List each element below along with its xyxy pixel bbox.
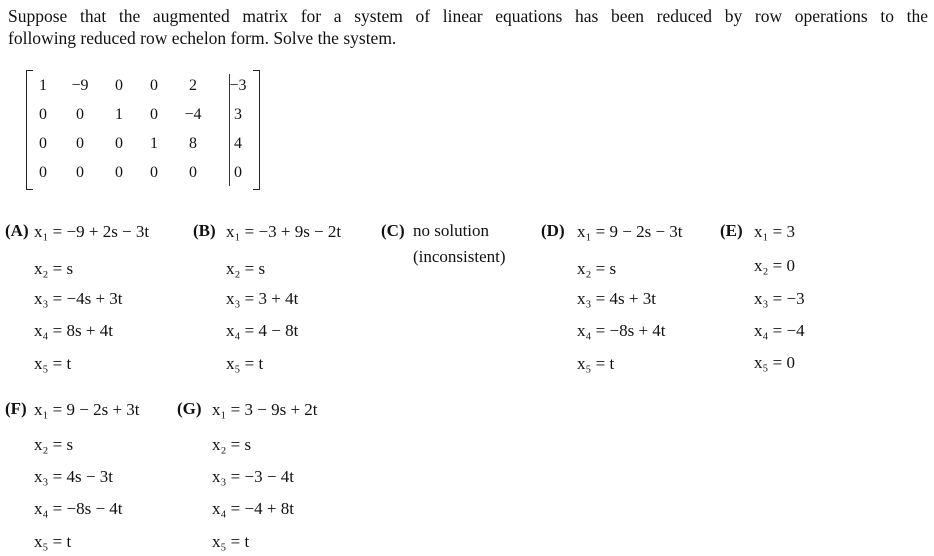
question-line-2: following reduced row echelon form. Solve the system. (8, 28, 397, 48)
option-g-line-3: x₃ = −3 − 4t (212, 467, 294, 486)
option-f-label: (F) (5, 399, 27, 418)
option-a-line-5: x₅ = t (34, 354, 72, 373)
matrix-cell: 0 (115, 135, 123, 152)
matrix-cell: 0 (76, 135, 84, 152)
matrix-cell: −9 (71, 77, 89, 94)
matrix-cell: 3 (234, 106, 242, 123)
option-a-line-3: x₃ = −4s + 3t (34, 289, 123, 308)
option-a-line-4: x₄ = 8s + 4t (34, 321, 113, 340)
option-b-line-2: x₂ = s (226, 259, 266, 278)
option-b-line-1: x₁ = −3 + 9s − 2t (226, 222, 342, 241)
question-line-1: Suppose that the augmented matrix for a system of linear equations has been reduced by row operations to the (8, 6, 928, 26)
matrix-cell: 0 (115, 164, 123, 181)
option-d-line-2: x₂ = s (577, 259, 617, 278)
matrix-cell: 0 (150, 106, 158, 123)
matrix-cell: −4 (184, 106, 202, 123)
option-e-line-3: x₃ = −3 (754, 289, 805, 308)
matrix-cell: 0 (189, 164, 197, 181)
matrix-cell: 0 (39, 106, 47, 123)
option-g-line-5: x₅ = t (212, 532, 250, 551)
option-d-line-1: x₁ = 9 − 2s − 3t (577, 222, 683, 241)
option-e-line-1: x₁ = 3 (754, 222, 796, 241)
option-g-label: (G) (177, 399, 202, 418)
matrix-cell: −3 (229, 77, 247, 94)
question-text (8, 5, 928, 49)
matrix-cell: 0 (76, 106, 84, 123)
option-f-line-1: x₁ = 9 − 2s + 3t (34, 400, 140, 419)
option-f-line-5: x₅ = t (34, 532, 72, 551)
matrix-cell: 4 (234, 135, 242, 152)
matrix-cell: 0 (39, 164, 47, 181)
option-e-line-5: x₅ = 0 (754, 353, 796, 372)
matrix-cell: 1 (39, 77, 47, 94)
matrix-cell: 0 (76, 164, 84, 181)
option-a-label: (A) (5, 221, 29, 240)
option-d-line-5: x₅ = t (577, 354, 615, 373)
option-e-line-4: x₄ = −4 (754, 321, 805, 340)
option-f-line-3: x₃ = 4s − 3t (34, 467, 113, 486)
matrix-cell: 1 (115, 106, 123, 123)
matrix-cell: 0 (150, 77, 158, 94)
option-e-line-2: x₂ = 0 (754, 256, 796, 275)
augmented-matrix (26, 70, 260, 192)
option-d-label: (D) (541, 221, 565, 240)
option-c-line-1: no solution (413, 221, 490, 240)
option-b-line-3: x₃ = 3 + 4t (226, 289, 299, 308)
option-g-line-2: x₂ = s (212, 435, 252, 454)
option-a-line-2: x₂ = s (34, 259, 74, 278)
option-g-line-4: x₄ = −4 + 8t (212, 499, 294, 518)
option-b-line-5: x₅ = t (226, 354, 264, 373)
matrix-right-bracket (253, 70, 260, 190)
option-c-label: (C) (381, 221, 405, 240)
matrix-cell: 2 (189, 77, 197, 94)
option-a-line-1: x₁ = −9 + 2s − 3t (34, 222, 150, 241)
option-d-line-4: x₄ = −8s + 4t (577, 321, 666, 340)
matrix-cell: 8 (189, 135, 197, 152)
option-c-line-2: (inconsistent) (413, 247, 506, 266)
matrix-cell: 0 (234, 164, 242, 181)
matrix-cell: 0 (150, 164, 158, 181)
option-d-line-3: x₃ = 4s + 3t (577, 289, 656, 308)
matrix-cell: 0 (115, 77, 123, 94)
option-g-line-1: x₁ = 3 − 9s + 2t (212, 400, 318, 419)
matrix-cell: 0 (39, 135, 47, 152)
option-f-line-4: x₄ = −8s − 4t (34, 499, 123, 518)
option-e-label: (E) (720, 221, 743, 240)
matrix-cell: 1 (150, 135, 158, 152)
option-b-line-4: x₄ = 4 − 8t (226, 321, 299, 340)
option-f-line-2: x₂ = s (34, 435, 74, 454)
option-b-label: (B) (193, 221, 216, 240)
